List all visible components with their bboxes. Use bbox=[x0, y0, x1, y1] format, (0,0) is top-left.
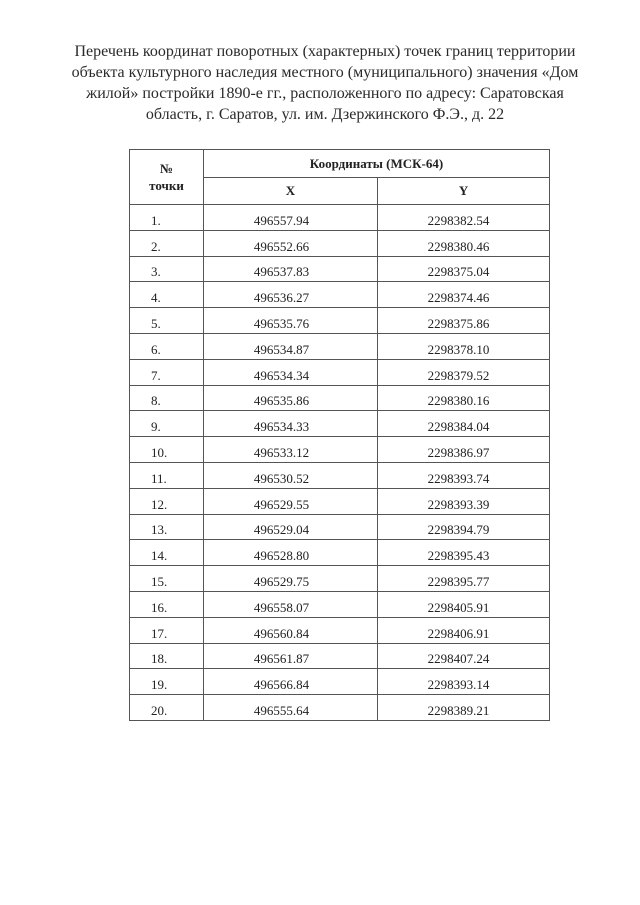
y-coordinate-value: 2298393.14 bbox=[427, 677, 490, 693]
table-row bbox=[130, 385, 550, 411]
x-coordinate-value: 496560.84 bbox=[253, 625, 310, 641]
x-coordinate-value: 496558.07 bbox=[253, 599, 310, 615]
table-body bbox=[130, 205, 550, 721]
y-coordinate-cell bbox=[378, 462, 550, 488]
table-row bbox=[130, 230, 550, 256]
x-coordinate-cell bbox=[204, 205, 378, 231]
y-coordinate-value: 2298375.04 bbox=[427, 264, 490, 280]
point-number-cell: 4. bbox=[130, 282, 204, 308]
x-coordinate-cell bbox=[204, 540, 378, 566]
table-row bbox=[130, 205, 550, 231]
y-coordinate-cell bbox=[378, 514, 550, 540]
table-row bbox=[130, 643, 550, 669]
coordinates-group-header: Координаты (МСК-64) bbox=[204, 150, 550, 178]
x-coordinate-cell bbox=[204, 617, 378, 643]
x-coordinate-cell bbox=[204, 514, 378, 540]
x-coordinate-value: 496534.33 bbox=[253, 419, 310, 435]
y-coordinate-cell bbox=[378, 540, 550, 566]
x-coordinate-cell bbox=[204, 669, 378, 695]
table-row bbox=[130, 540, 550, 566]
table-row bbox=[130, 359, 550, 385]
table-row bbox=[130, 462, 550, 488]
y-coordinate-cell bbox=[378, 643, 550, 669]
point-number-cell: 13. bbox=[130, 514, 204, 540]
y-coordinate-value: 2298405.91 bbox=[427, 599, 490, 615]
x-coordinate-value: 496552.66 bbox=[253, 238, 310, 254]
x-coordinate-cell bbox=[204, 333, 378, 359]
y-coordinate-cell bbox=[378, 437, 550, 463]
table-row bbox=[130, 514, 550, 540]
point-number-cell: 18. bbox=[130, 643, 204, 669]
table-row bbox=[130, 256, 550, 282]
x-coordinate-value: 496530.52 bbox=[253, 470, 310, 486]
y-coordinate-value: 2298384.04 bbox=[427, 419, 490, 435]
y-coordinate-cell bbox=[378, 333, 550, 359]
y-coordinate-cell bbox=[378, 282, 550, 308]
y-coordinate-value: 2298406.91 bbox=[427, 625, 490, 641]
y-coordinate-value: 2298380.46 bbox=[427, 238, 490, 254]
x-coordinate-value: 496533.12 bbox=[253, 444, 310, 460]
y-coordinate-cell bbox=[378, 205, 550, 231]
x-coordinate-cell bbox=[204, 643, 378, 669]
x-coordinate-value: 496536.27 bbox=[253, 290, 310, 306]
title-line: область, г. Саратов, ул. им. Дзержинского Ф.Э., д. 22 bbox=[145, 106, 505, 123]
y-coordinate-value: 2298379.52 bbox=[427, 367, 490, 383]
table-row bbox=[130, 591, 550, 617]
y-coordinate-value: 2298374.46 bbox=[427, 290, 490, 306]
point-number-cell: 19. bbox=[130, 669, 204, 695]
x-coordinate-cell bbox=[204, 488, 378, 514]
y-coordinate-cell bbox=[378, 308, 550, 334]
point-number-cell: 3. bbox=[130, 256, 204, 282]
point-number-header-line1: № bbox=[159, 161, 174, 176]
y-coordinate-cell bbox=[378, 488, 550, 514]
y-coordinate-value: 2298407.24 bbox=[427, 651, 490, 667]
x-coordinate-value: 496535.76 bbox=[253, 315, 310, 331]
point-number-header-line2: точки bbox=[149, 178, 184, 193]
point-number-cell: 12. bbox=[130, 488, 204, 514]
y-coordinate-cell bbox=[378, 566, 550, 592]
table-row bbox=[130, 308, 550, 334]
x-coordinate-cell bbox=[204, 359, 378, 385]
y-coordinate-cell bbox=[378, 617, 550, 643]
y-coordinate-cell bbox=[378, 256, 550, 282]
point-number-cell: 14. bbox=[130, 540, 204, 566]
point-number-cell: 9. bbox=[130, 411, 204, 437]
point-number-cell: 5. bbox=[130, 308, 204, 334]
y-coordinate-cell bbox=[378, 669, 550, 695]
coordinates-table bbox=[129, 149, 550, 721]
table-row bbox=[130, 617, 550, 643]
x-coordinate-value: 496529.04 bbox=[253, 522, 310, 538]
y-coordinate-value: 2298375.86 bbox=[427, 315, 490, 331]
y-coordinate-cell bbox=[378, 385, 550, 411]
table-row bbox=[130, 333, 550, 359]
x-coordinate-value: 496528.80 bbox=[253, 548, 310, 564]
x-coordinate-cell bbox=[204, 411, 378, 437]
point-number-cell: 15. bbox=[130, 566, 204, 592]
point-number-cell: 17. bbox=[130, 617, 204, 643]
table-row bbox=[130, 566, 550, 592]
y-column-header: Y bbox=[378, 178, 550, 205]
y-coordinate-cell bbox=[378, 411, 550, 437]
x-coordinate-cell bbox=[204, 308, 378, 334]
y-coordinate-cell bbox=[378, 359, 550, 385]
table-header-row bbox=[130, 150, 550, 178]
y-coordinate-cell bbox=[378, 230, 550, 256]
x-coordinate-cell bbox=[204, 437, 378, 463]
x-coordinate-cell bbox=[204, 695, 378, 721]
x-coordinate-value: 496529.75 bbox=[253, 573, 310, 589]
point-number-cell: 6. bbox=[130, 333, 204, 359]
x-coordinate-value: 496566.84 bbox=[253, 677, 310, 693]
y-coordinate-value: 2298389.21 bbox=[427, 702, 490, 718]
table-row bbox=[130, 695, 550, 721]
y-coordinate-value: 2298393.39 bbox=[427, 496, 490, 512]
point-number-cell: 2. bbox=[130, 230, 204, 256]
document-title bbox=[60, 41, 590, 125]
title-line: Перечень координат поворотных (характерных) точек границ территории bbox=[74, 43, 576, 60]
y-coordinate-value: 2298394.79 bbox=[427, 522, 490, 538]
x-coordinate-value: 496534.87 bbox=[253, 341, 310, 357]
x-coordinate-cell bbox=[204, 462, 378, 488]
y-coordinate-value: 2298380.16 bbox=[427, 393, 490, 409]
x-coordinate-value: 496537.83 bbox=[253, 264, 310, 280]
point-number-cell: 10. bbox=[130, 437, 204, 463]
y-coordinate-value: 2298393.74 bbox=[427, 470, 490, 486]
point-number-cell: 16. bbox=[130, 591, 204, 617]
x-coordinate-value: 496535.86 bbox=[253, 393, 310, 409]
x-coordinate-value: 496555.64 bbox=[253, 702, 310, 718]
table-row bbox=[130, 488, 550, 514]
x-coordinate-cell bbox=[204, 385, 378, 411]
y-coordinate-cell bbox=[378, 591, 550, 617]
x-coordinate-cell bbox=[204, 282, 378, 308]
y-coordinate-value: 2298382.54 bbox=[427, 212, 490, 228]
title-line: объекта культурного наследия местного (муниципального) значения «Дом bbox=[71, 64, 579, 81]
point-number-cell: 1. bbox=[130, 205, 204, 231]
table-row bbox=[130, 437, 550, 463]
y-coordinate-value: 2298386.97 bbox=[427, 444, 490, 460]
point-number-cell: 11. bbox=[130, 462, 204, 488]
x-coordinate-value: 496561.87 bbox=[253, 651, 310, 667]
table-row bbox=[130, 411, 550, 437]
title-line: жилой» постройки 1890-е гг., расположенного по адресу: Саратовская bbox=[86, 85, 564, 102]
x-coordinate-value: 496534.34 bbox=[253, 367, 310, 383]
y-coordinate-value: 2298378.10 bbox=[427, 341, 490, 357]
y-coordinate-cell bbox=[378, 695, 550, 721]
point-number-cell: 8. bbox=[130, 385, 204, 411]
point-number-header bbox=[130, 150, 204, 205]
point-number-cell: 7. bbox=[130, 359, 204, 385]
x-coordinate-cell bbox=[204, 591, 378, 617]
x-coordinate-cell bbox=[204, 230, 378, 256]
point-number-cell: 20. bbox=[130, 695, 204, 721]
x-column-header: X bbox=[204, 178, 378, 205]
x-coordinate-value: 496529.55 bbox=[253, 496, 310, 512]
y-coordinate-value: 2298395.77 bbox=[427, 573, 490, 589]
x-coordinate-cell bbox=[204, 566, 378, 592]
table-row bbox=[130, 669, 550, 695]
y-coordinate-value: 2298395.43 bbox=[427, 548, 490, 564]
x-coordinate-cell bbox=[204, 256, 378, 282]
x-coordinate-value: 496557.94 bbox=[253, 212, 310, 228]
table-row bbox=[130, 282, 550, 308]
